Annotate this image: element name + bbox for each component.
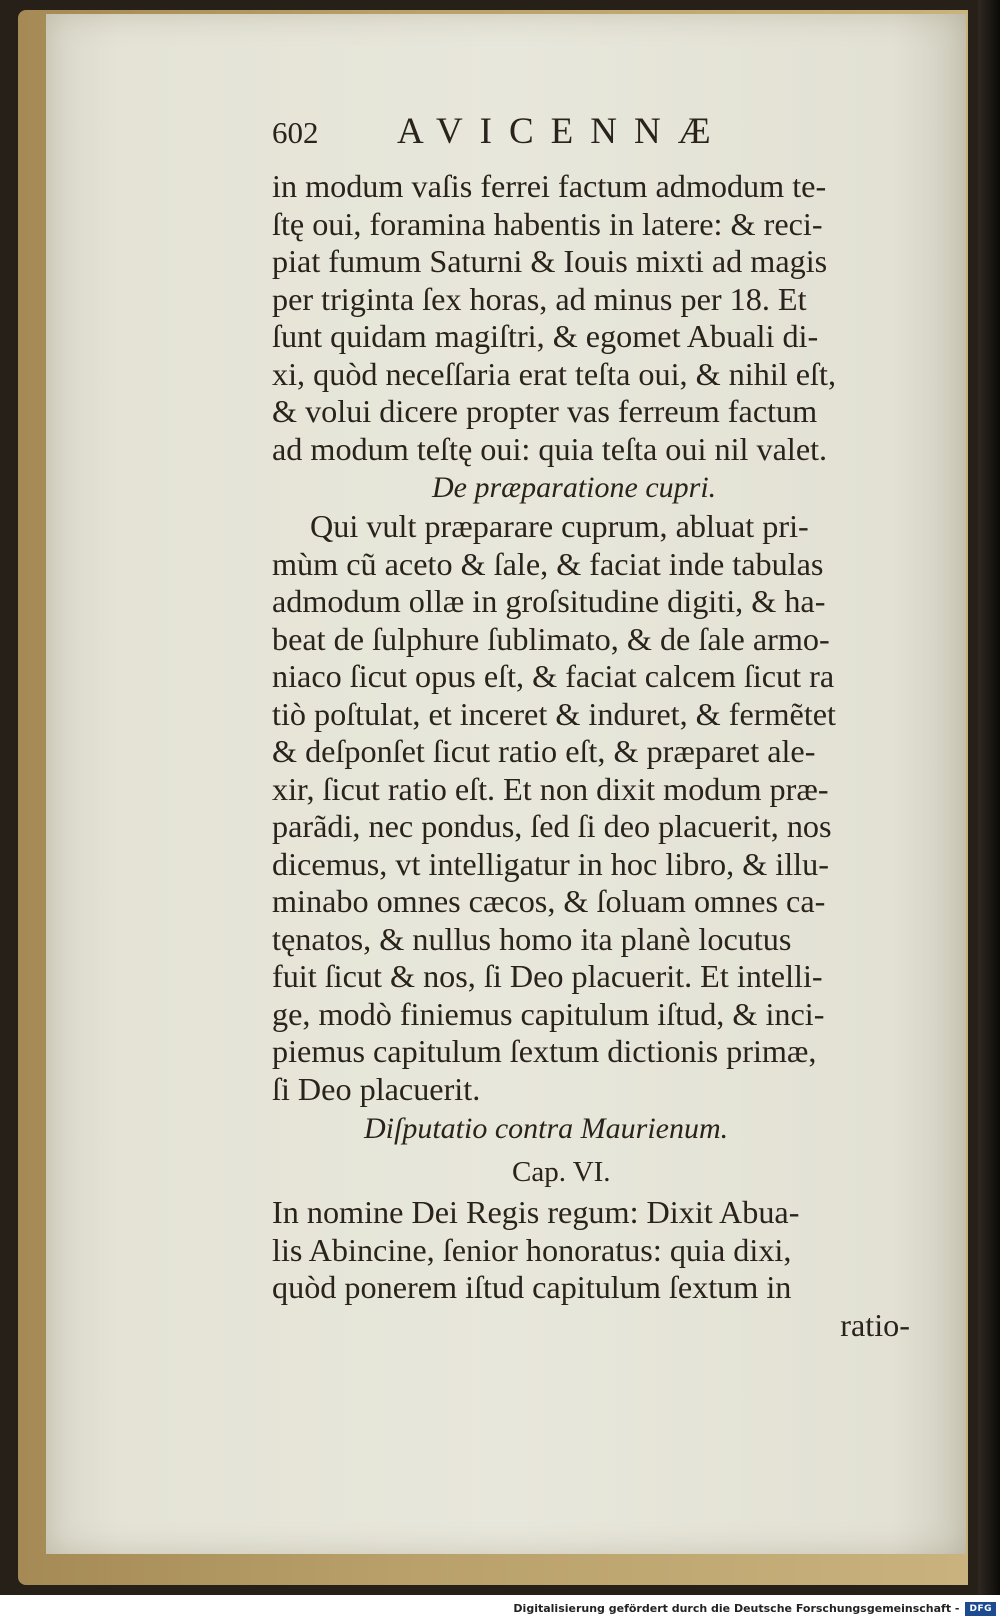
text-line: xi, quòd neceſſaria erat teſta oui, & nihil eſt,	[272, 355, 836, 392]
text-line: & deſponſet ſicut ratio eſt, & præparet ale-	[272, 733, 816, 769]
section-heading: De præparatione cupri.	[432, 471, 717, 504]
paragraph-2	[272, 508, 922, 1108]
chapter-title: Diſputatio contra Maurienum.	[364, 1112, 729, 1145]
dfg-logo-icon: DFG	[965, 1602, 996, 1616]
text-line: ſtę oui, foramina habentis in latere: & reci-	[272, 205, 823, 242]
chapter-number: Cap. VI.	[512, 1156, 611, 1188]
text-line: ad modum teſtę oui: quia teſta oui nil valet.	[272, 430, 828, 467]
text-line: ge, modò finiemus capitulum iſtud, & inci-	[272, 995, 825, 1032]
text-line: mùm cũ aceto & ſale, & faciat inde tabulas	[272, 545, 824, 582]
text-line: dicemus, vt intelligatur in hoc libro, & illu-	[272, 845, 829, 882]
text-line: quòd ponerem iſtud capitulum ſextum in	[272, 1269, 792, 1305]
text-line: admodum ollæ in groſsitudine digiti, & ha-	[272, 583, 826, 619]
text-line: In nomine Dei Regis regum: Dixit Abua-	[272, 1194, 800, 1230]
text-line: xir, ſicut ratio eſt. Et non dixit modum præ-	[272, 770, 829, 807]
paragraph-3	[272, 1194, 922, 1344]
text-line: piemus capitulum ſextum dictionis primæ,	[272, 1033, 817, 1069]
digitization-footer	[0, 1595, 1000, 1622]
text-block	[272, 110, 922, 1344]
page-number: 602	[272, 115, 319, 150]
text-line: piat fumum Saturni & Iouis mixti ad magis	[272, 243, 828, 279]
text-line: per triginta ſex horas, ad minus per 18. Et	[272, 280, 807, 317]
text-line: lis Abincine, ſenior honoratus: quia dixi,	[272, 1231, 792, 1268]
text-line: parãdi, nec pondus, ſed ſi deo placuerit, nos	[272, 808, 832, 844]
text-line: fuit ſicut & nos, ſi Deo placuerit. Et intelli-	[272, 958, 823, 994]
text-line: & volui dicere propter vas ferreum factum	[272, 393, 818, 429]
text-line: minabo omnes cæcos, & ſoluam omnes ca-	[272, 883, 826, 919]
catchword: ratio-	[840, 1306, 910, 1343]
text-line: in modum vaſis ferrei factum admodum te-	[272, 168, 827, 204]
paragraph-1	[272, 168, 922, 468]
text-line: ſi Deo placuerit.	[272, 1070, 481, 1107]
text-line: tęnatos, & nullus homo ita planè locutus	[272, 920, 792, 957]
text-line: ſunt quidam magiſtri, & egomet Abuali di-	[272, 318, 819, 354]
text-line: tiò poſtulat, et inceret & induret, & fermẽtet	[272, 695, 836, 732]
funding-notice: Digitalisierung gefördert durch die Deutsche Forschungsgemeinschaft -	[513, 1602, 960, 1615]
text-line: niaco ſicut opus eſt, & faciat calcem ſicut ra	[272, 658, 835, 694]
book-spine-shadow	[978, 0, 1000, 1595]
running-head: AVICENNÆ	[397, 111, 728, 152]
page-header	[272, 110, 922, 168]
text-line: Qui vult præparare cuprum, abluat pri-	[310, 508, 809, 544]
text-line: beat de ſulphure ſublimato, & de ſale armo-	[272, 620, 830, 657]
